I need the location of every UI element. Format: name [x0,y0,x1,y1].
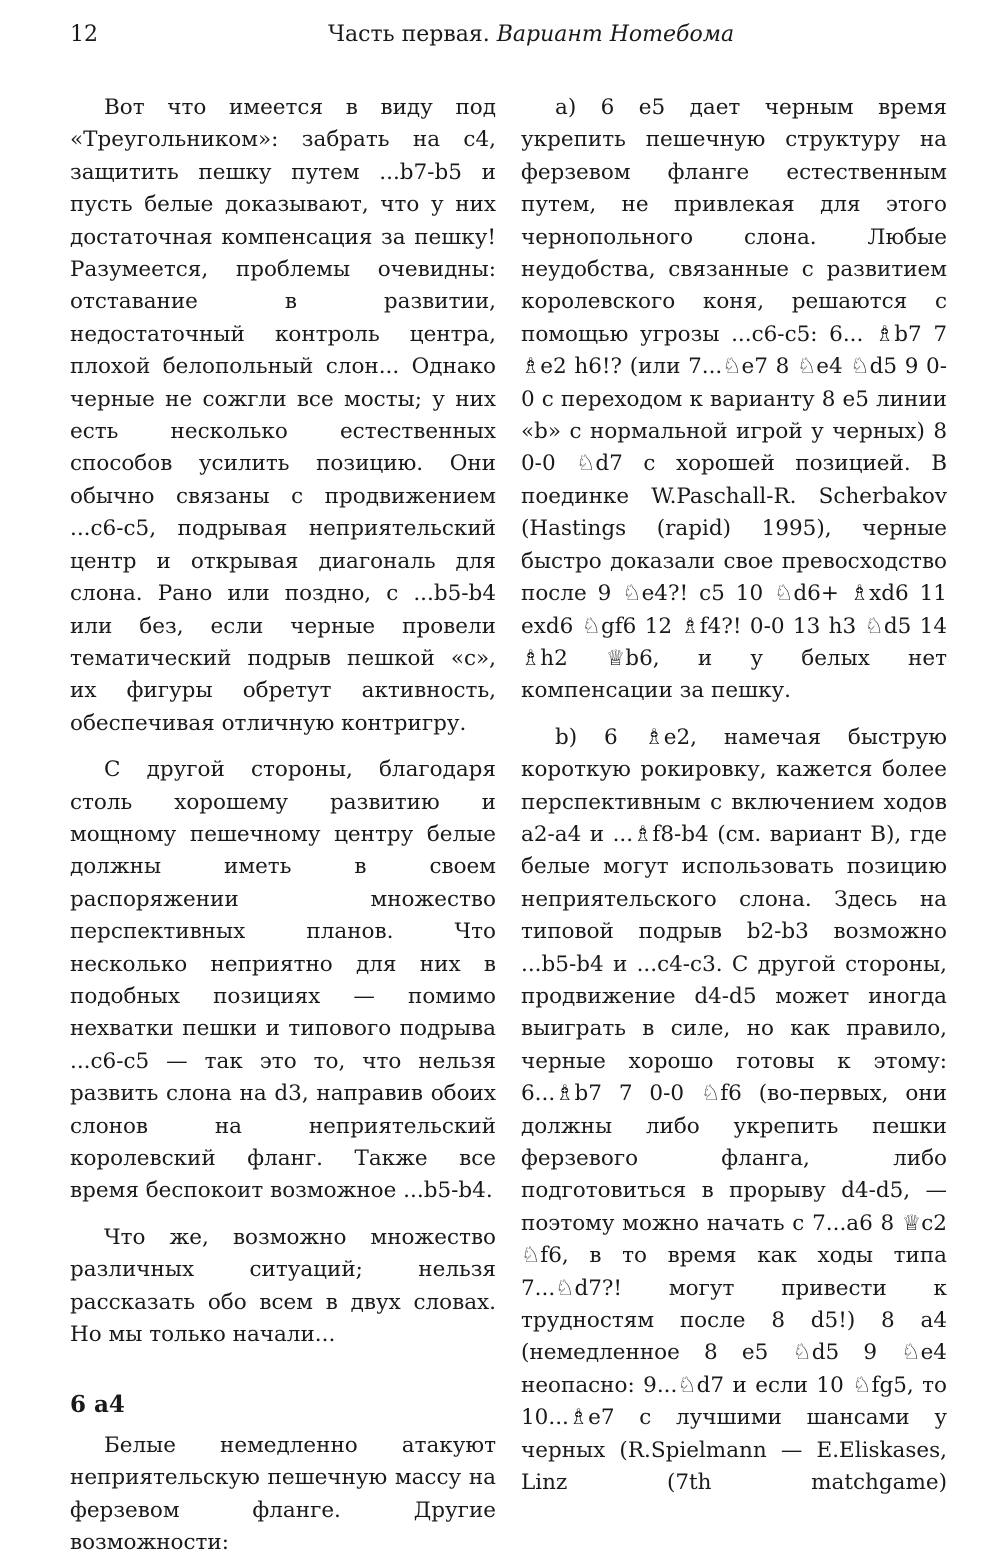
running-head [328,22,734,47]
page-number: 12 [70,22,98,47]
page-header [0,20,1000,52]
paragraph-option-b: b) 6 ♗e2, намечая быструю короткую рокировку, кажется более перспективным с включением ходов а2-а4 и ...♗f8-b4 (см. вариант В), где белые могут использовать позицию неприятельского слона. Здесь на типовой подрыв b2-b3 возможно ...b5-b4 и ...с4-с3. С другой стороны, продвижение d4-d5 может иногда выиграть в силе, но как правило, черные хорошо готовы к этому: 6...♗b7 7 0-0 ♘f6 (во-первых, они должны либо укрепить пешки ферзевого фланга, либо подготовиться в прорыву d4-d5, — поэтому можно начать с 7...а6 8 ♕c2 ♘f6, в то время как ходы типа 7...♘d7?! могут привести к трудностям после 8 d5!) 8 а4 (немедленное 8 е5 ♘d5 9 ♘e4 неопасно: 9...♘d7 и если 10 ♘fg5, то 10...♗e7 с лучшими шансами у черных (R.Spielmann — E.Eliskases, Linz (7th matchgame) [521,724,947,1496]
paragraph-white-attacks: Белые немедленно атакуют неприятельскую пешечную массу на ферзевом фланге. Другие возможности: [70,1432,496,1556]
right-column [521,92,947,1499]
paragraph-many-situations: Что же, возможно множество различных ситуаций; нельзя рассказать обо всем в двух словах. Но мы только начали... [70,1224,496,1348]
running-head-part: Часть первая. [328,22,490,47]
running-head-chapter: Вариант Нотебома [496,22,735,47]
section-heading-6-a4: 6 a4 [70,1391,125,1419]
paragraph-option-a: а) 6 е5 дает черным время укрепить пешечную структуру на ферзевом фланге естественным путем, не привлекая для этого чернопольного слона. Любые неудобства, связанные с развитием королевского коня, решаются с помощью угрозы ...с6-с5: 6... ♗b7 7 ♗e2 h6!? (или 7...♘e7 8 ♘e4 ♘d5 9 0-0 с переходом к варианту 8 е5 линии «b» с нормальной игрой у черных) 8 0-0 ♘d7 с хорошей позицией. В поединке W.Paschall-R. Scherbakov (Hastings (rapid) 1995), черные быстро доказали свое превосходство после 9 ♘e4?! c5 10 ♘d6+ ♗xd6 11 exd6 ♘gf6 12 ♗f4?! 0-0 13 h3 ♘d5 14 ♗h2 ♕b6, и у белых нет компенсации за пешку. [521,95,947,704]
paragraph-triangle: Вот что имеется в виду под «Треугольником»: забрать на с4, защитить пешку путем ...b7-b5 и пусть белые доказывают, что у них достаточная компенсация за пешку! Разумеется, проблемы очевидны: отставание в развитии, недостаточный контроль центра, плохой белопольный слон... Однако черные не сожгли все мосты; у них есть несколько естественных способов усилить позицию. Они обычно связаны с продвижением ...с6-с5, подрывая неприятельский центр и открывая диагональ для слона. Рано или поздно, с ...b5-b4 или без, если черные провели тематический подрыв пешкой «с», их фигуры обретут активность, обеспечивая отличную контригру. [70,95,496,736]
left-column [70,92,496,1559]
paragraph-white-plans: С другой стороны, благодаря столь хорошему развитию и мощному пешечному центру белые должны иметь в своем распоряжении множество перспективных планов. Что несколько неприятно для них в подобных позициях — помимо нехватки пешки и типового подрыва ...с6-с5 — так это то, что нельзя развить слона на d3, направив обоих слонов на неприятельский королевский фланг. Также все время беспокоит возможное ...b5-b4. [70,757,496,1204]
